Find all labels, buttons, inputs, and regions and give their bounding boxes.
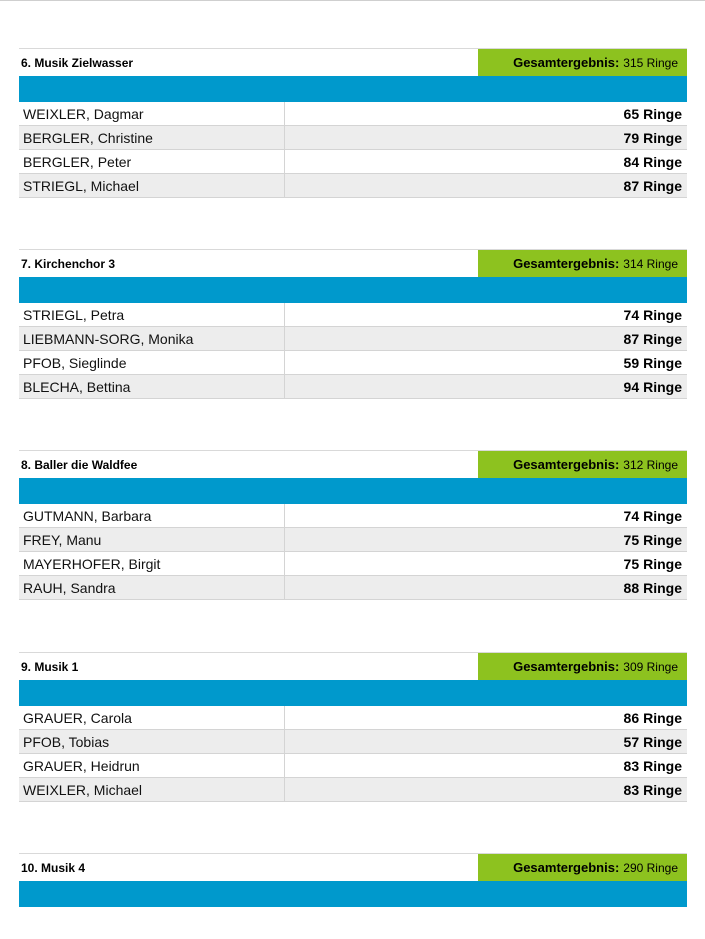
- team-color-bar: [19, 881, 687, 907]
- member-row: [19, 528, 687, 552]
- team-title: 9. Musik 1: [21, 659, 79, 674]
- total-value: 312 Ringe: [623, 457, 678, 472]
- total-label: Gesamtergebnis:: [513, 55, 620, 70]
- score-unit: Ringe: [643, 531, 682, 548]
- total-label: Gesamtergebnis:: [513, 457, 620, 472]
- member-score: [285, 528, 687, 551]
- member-list: [19, 706, 687, 802]
- score-unit: Ringe: [643, 733, 682, 750]
- member-row: [19, 174, 687, 198]
- member-row: [19, 126, 687, 150]
- member-score: [285, 778, 687, 801]
- team-total-badge: [478, 451, 687, 478]
- member-score: [285, 730, 687, 753]
- member-list: [19, 303, 687, 399]
- team-header: [19, 249, 687, 277]
- score-unit: Ringe: [643, 781, 682, 798]
- team-color-bar: [19, 680, 687, 706]
- member-row: [19, 150, 687, 174]
- member-score: [285, 174, 687, 197]
- score-value: 59: [623, 354, 640, 371]
- score-unit: Ringe: [643, 579, 682, 596]
- member-score: [285, 351, 687, 374]
- team-header: [19, 652, 687, 680]
- member-row: [19, 102, 687, 126]
- score-value: 84: [623, 153, 640, 170]
- score-value: 87: [623, 177, 640, 194]
- team-block: [19, 450, 687, 600]
- total-label: Gesamtergebnis:: [513, 860, 620, 875]
- team-color-bar: [19, 76, 687, 102]
- score-value: 83: [623, 781, 640, 798]
- member-name: PFOB, Tobias: [19, 730, 285, 753]
- team-title: 10. Musik 4: [21, 860, 86, 875]
- score-unit: Ringe: [643, 105, 682, 122]
- member-name: MAYERHOFER, Birgit: [19, 552, 285, 575]
- score-value: 87: [623, 330, 640, 347]
- member-name: BERGLER, Christine: [19, 126, 285, 149]
- total-value: 309 Ringe: [623, 659, 678, 674]
- team-header: [19, 450, 687, 478]
- member-name: GRAUER, Heidrun: [19, 754, 285, 777]
- member-name: BERGLER, Peter: [19, 150, 285, 173]
- member-name: BLECHA, Bettina: [19, 375, 285, 398]
- score-value: 74: [623, 306, 640, 323]
- member-list: [19, 102, 687, 198]
- score-value: 79: [623, 129, 640, 146]
- member-row: [19, 303, 687, 327]
- total-label: Gesamtergebnis:: [513, 256, 620, 271]
- member-score: [285, 375, 687, 398]
- team-header: [19, 48, 687, 76]
- team-block: [19, 48, 687, 198]
- score-unit: Ringe: [643, 129, 682, 146]
- member-row: [19, 351, 687, 375]
- score-value: 74: [623, 507, 640, 524]
- score-unit: Ringe: [643, 330, 682, 347]
- member-name: LIEBMANN-SORG, Monika: [19, 327, 285, 350]
- team-block: [19, 249, 687, 399]
- member-score: [285, 102, 687, 125]
- team-total-badge: [478, 653, 687, 680]
- score-unit: Ringe: [643, 153, 682, 170]
- score-unit: Ringe: [643, 177, 682, 194]
- total-value: 290 Ringe: [623, 860, 678, 875]
- member-score: [285, 303, 687, 326]
- score-unit: Ringe: [643, 354, 682, 371]
- member-score: [285, 552, 687, 575]
- member-name: FREY, Manu: [19, 528, 285, 551]
- member-name: STRIEGL, Michael: [19, 174, 285, 197]
- member-name: RAUH, Sandra: [19, 576, 285, 599]
- member-score: [285, 327, 687, 350]
- score-value: 57: [623, 733, 640, 750]
- team-header: [19, 853, 687, 881]
- total-value: 315 Ringe: [623, 55, 678, 70]
- score-value: 94: [623, 378, 640, 395]
- team-title: 8. Baller die Waldfee: [21, 457, 138, 472]
- team-title: 6. Musik Zielwasser: [21, 55, 134, 70]
- team-block: [19, 853, 687, 907]
- member-row: [19, 327, 687, 351]
- score-value: 75: [623, 531, 640, 548]
- member-name: PFOB, Sieglinde: [19, 351, 285, 374]
- team-total-badge: [478, 49, 687, 76]
- score-value: 83: [623, 757, 640, 774]
- member-score: [285, 576, 687, 599]
- member-row: [19, 754, 687, 778]
- member-row: [19, 504, 687, 528]
- member-score: [285, 754, 687, 777]
- team-block: [19, 652, 687, 802]
- member-row: [19, 576, 687, 600]
- member-list: [19, 504, 687, 600]
- member-row: [19, 778, 687, 802]
- score-unit: Ringe: [643, 709, 682, 726]
- score-unit: Ringe: [643, 306, 682, 323]
- team-total-badge: [478, 250, 687, 277]
- score-unit: Ringe: [643, 555, 682, 572]
- member-name: GRAUER, Carola: [19, 706, 285, 729]
- member-name: WEIXLER, Dagmar: [19, 102, 285, 125]
- score-unit: Ringe: [643, 378, 682, 395]
- member-row: [19, 730, 687, 754]
- score-unit: Ringe: [643, 507, 682, 524]
- member-name: STRIEGL, Petra: [19, 303, 285, 326]
- member-score: [285, 706, 687, 729]
- team-total-badge: [478, 854, 687, 881]
- team-title: 7. Kirchenchor 3: [21, 256, 116, 271]
- member-name: WEIXLER, Michael: [19, 778, 285, 801]
- member-row: [19, 706, 687, 730]
- total-label: Gesamtergebnis:: [513, 659, 620, 674]
- score-value: 65: [623, 105, 640, 122]
- score-value: 88: [623, 579, 640, 596]
- page-top-divider: [0, 0, 705, 1]
- member-name: GUTMANN, Barbara: [19, 504, 285, 527]
- team-color-bar: [19, 277, 687, 303]
- score-value: 86: [623, 709, 640, 726]
- member-row: [19, 375, 687, 399]
- total-value: 314 Ringe: [623, 256, 678, 271]
- member-score: [285, 150, 687, 173]
- team-color-bar: [19, 478, 687, 504]
- member-score: [285, 504, 687, 527]
- score-unit: Ringe: [643, 757, 682, 774]
- score-value: 75: [623, 555, 640, 572]
- member-row: [19, 552, 687, 576]
- member-score: [285, 126, 687, 149]
